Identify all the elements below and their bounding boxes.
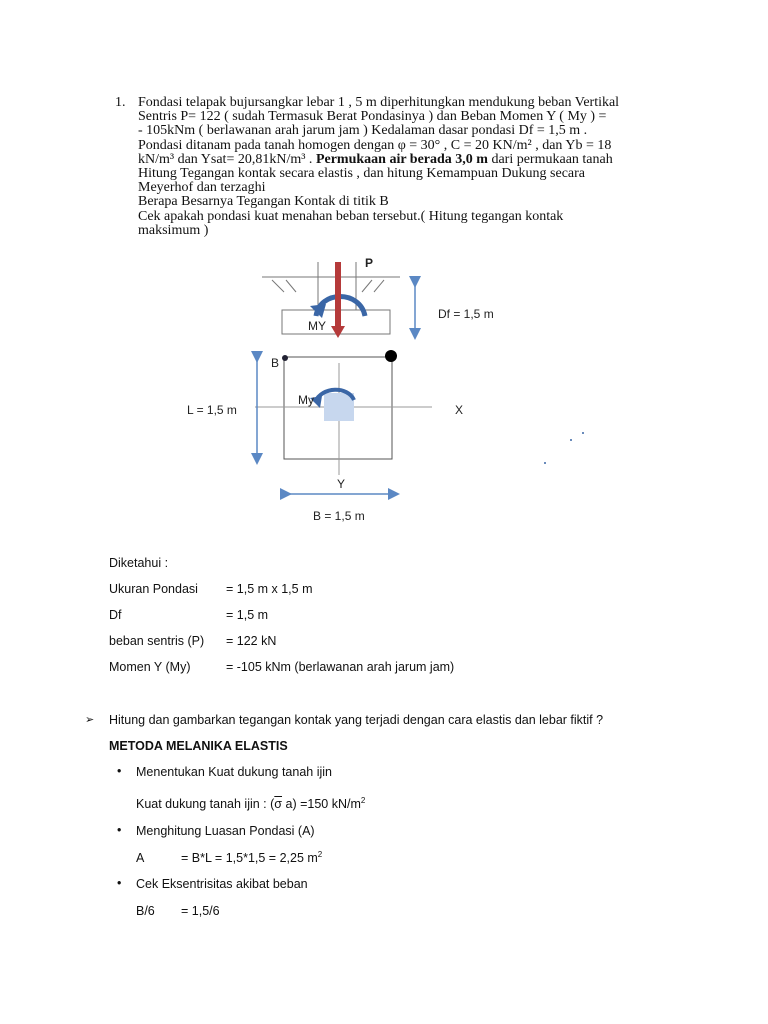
given-value-df: = 1,5 m bbox=[226, 608, 269, 622]
problem-line-7: Meyerhof dan terzaghi bbox=[138, 180, 266, 196]
problem-line-10: maksimum ) bbox=[138, 222, 209, 238]
problem-line-6: Hitung Tegangan kontak secara elastis , dan hitung Kemampuan Dukung secara bbox=[138, 166, 586, 182]
given-label-df: Df bbox=[109, 608, 122, 622]
bullet-1-text: Menentukan Kuat dukung tanah ijin bbox=[136, 765, 332, 779]
problem-line-1: Fondasi telapak bujursangkar lebar 1 , 5 m diperhitungkan mendukung beban Vertikal bbox=[138, 95, 620, 110]
problem-number: 1. bbox=[115, 95, 126, 110]
load-p-arrowhead bbox=[331, 326, 345, 338]
plan-view bbox=[187, 350, 584, 523]
bullet-icon: • bbox=[117, 823, 122, 837]
b-width-label: B = 1,5 m bbox=[313, 509, 365, 523]
column-plan bbox=[324, 393, 354, 421]
bullet-1-detail-value: a) =150 kN/m bbox=[282, 797, 361, 811]
y-label: Y bbox=[337, 477, 346, 491]
bullet-3-text: Cek Eksentrisitas akibat beban bbox=[136, 877, 308, 891]
bullet-1-sup: 2 bbox=[360, 795, 366, 805]
bullet-2-eq bbox=[181, 851, 322, 865]
bullet-3-eq: = 1,5/6 bbox=[181, 904, 220, 918]
sigma-symbol: $\overline{\sigma}$ bbox=[274, 797, 283, 811]
given-value-size: = 1,5 m x 1,5 m bbox=[226, 582, 313, 596]
corner-point bbox=[385, 350, 397, 362]
problem-line-8: Berapa Besarnya Tegangan Kontak di titik B bbox=[138, 194, 389, 210]
problem-line-9: Cek apakah pondasi kuat menahan beban tersebut.( Hitung tegangan kontak bbox=[138, 208, 564, 224]
problem-line-5-start: kN/m³ dan Ysat= 20,81kN/m³ . bbox=[138, 151, 313, 167]
df-label: Df = 1,5 m bbox=[438, 307, 494, 321]
task-question: Hitung dan gambarkan tegangan kontak yang terjadi dengan cara elastis dan lebar fiktif ? bbox=[109, 713, 604, 727]
problem-line-5-end: dari permukaan tanah bbox=[487, 151, 613, 167]
section-view bbox=[262, 256, 494, 338]
bullet-1-detail-prefix: Kuat dukung tanah ijin : ( bbox=[136, 797, 275, 811]
x-label: X bbox=[455, 403, 464, 417]
given-value-p: = 122 kN bbox=[226, 634, 277, 648]
problem-line-2: Sentris P= 122 ( sudah Termasuk Berat Pondasinya ) dan Beban Momen Y ( My ) = bbox=[138, 109, 607, 125]
given-heading: Diketahui : bbox=[109, 556, 169, 570]
bullet-icon: • bbox=[117, 876, 122, 890]
method-heading: METODA MELANIKA ELASTIS bbox=[109, 739, 288, 753]
bullet-2-sup: 2 bbox=[317, 849, 323, 859]
water-level-bold: Permukaan air berada 3,0 m bbox=[315, 151, 488, 167]
stray-dot bbox=[544, 462, 546, 464]
arrow-bullet-icon: ➢ bbox=[85, 714, 95, 726]
point-b bbox=[282, 355, 288, 361]
hatch bbox=[286, 280, 296, 292]
load-p-label: P bbox=[365, 256, 374, 270]
bullet-2-text: Menghitung Luasan Pondasi (A) bbox=[136, 824, 315, 838]
bullet-2-var: A bbox=[136, 851, 145, 865]
point-b-label: B bbox=[271, 356, 280, 370]
hatch bbox=[362, 280, 372, 292]
given-value-my: = -105 kNm (berlawanan arah jarum jam) bbox=[226, 660, 455, 674]
hatch bbox=[272, 280, 284, 292]
problem-line-3: - 105kNm ( berlawanan arah jarum jam ) Kedalaman dasar pondasi Df = 1,5 m . bbox=[138, 123, 588, 139]
my-section-label: MY bbox=[308, 319, 326, 333]
my-plan-label: My bbox=[298, 393, 314, 407]
bullet-2-eq-text: = B*L = 1,5*1,5 = 2,25 m bbox=[181, 851, 318, 865]
stray-dot bbox=[582, 432, 584, 434]
l-label: L = 1,5 m bbox=[187, 403, 237, 417]
bullet-1-detail bbox=[136, 797, 365, 811]
given-label-p: beban sentris (P) bbox=[109, 634, 205, 648]
bullet-icon: • bbox=[117, 764, 122, 778]
stray-dot bbox=[570, 439, 572, 441]
problem-line-4: Pondasi ditanam pada tanah homogen dengan φ = 30° , C = 20 KN/m² , dan Yb = 18 bbox=[138, 137, 612, 153]
bullet-3-var: B/6 bbox=[136, 904, 155, 918]
given-label-size: Ukuran Pondasi bbox=[109, 582, 198, 596]
given-label-my: Momen Y (My) bbox=[109, 660, 191, 674]
hatch bbox=[374, 280, 384, 292]
